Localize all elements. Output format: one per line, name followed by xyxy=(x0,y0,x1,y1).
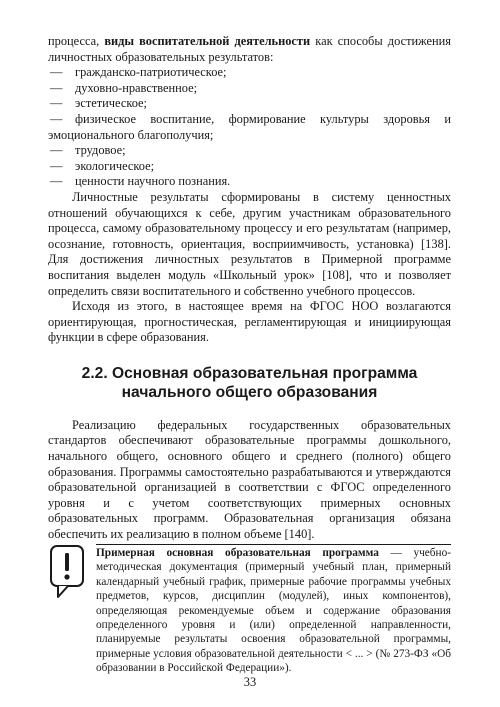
list-item: — ценности научного познания. xyxy=(50,174,231,189)
definition-text xyxy=(48,546,451,676)
intro-bold-term: виды воспитательной деятельности xyxy=(104,34,311,48)
definition-rule xyxy=(96,544,451,545)
dash-marker: — xyxy=(50,143,63,158)
dash-marker: — xyxy=(50,80,63,95)
paragraph-personal-results: Личностные результаты сформированы в систему ценностных отношений обучающихся к себе, другим участникам образовательного процесса, самому образовательному процессу и его результатам (например, осознание, готовность, ориентация, восприимчивость, установка) [138]. Для достижения личностных результатов в Примерной программе воспитания выделен модуль «Школьный урок» [108], что и позволяет определить связи воспитательного и собственно учебного процессов. xyxy=(48,189,451,298)
paragraph-fgos-functions: Исходя из этого, в настоящее время на ФГОС НОО возлагаются ориентирующая, прогностическая, регламентирующая и инициирующая функции в сфере образования. xyxy=(48,299,451,345)
dash-marker: — xyxy=(50,65,63,80)
paragraph-intro xyxy=(48,34,451,65)
list-item: — духовно-нравственное; xyxy=(50,80,198,95)
list-item: — физическое воспитание, формирование культуры здоровья и эмоционального благополучия; xyxy=(48,111,451,142)
paragraph-standards: Реализацию федеральных государственных образовательных стандартов обеспечивают образовательные программы дошкольного, начального общего, основного общего и среднего (полного) общего образования. Программы самостоятельно разрабатываются и утверждаются образовательной организацией в соответствии с ФГОС определенного уровня и с учетом соответствующих примерных основных образовательных программ. Образовательная организация обязана обеспечить их реализацию в полном объеме [140]. xyxy=(48,417,451,542)
section-heading-line-1: 2.2. Основная образовательная программа xyxy=(81,364,418,382)
list-item: — трудовое; xyxy=(50,143,126,158)
section-heading-line-2: начального общего образования xyxy=(121,383,378,401)
definition-term: Примерная основная образовательная программа xyxy=(96,547,379,559)
section-heading xyxy=(48,364,451,402)
definition-body: — учебно-методическая документация (примерный учебный план, примерный календарный учебный график, примерные рабочие программы учебных предметов, курсов, дисциплин (модулей), иных компонентов), определяющая рекомендуемые объем и содержание образования определенного уровня и (или) определенной направленности, планируемые результаты освоения образовательной программы, примерные условия образовательной деятельности < ... > (№ 273-ФЗ «Об образовании в Российской Федерации»). xyxy=(96,547,451,675)
dash-marker: — xyxy=(50,111,63,126)
list-item: — эстетическое; xyxy=(50,96,147,111)
dash-marker: — xyxy=(50,174,63,189)
intro-text: процесса, xyxy=(48,34,105,48)
list-item: — экологическое; xyxy=(50,158,155,173)
dash-marker: — xyxy=(50,158,63,173)
page-body xyxy=(48,34,451,543)
dash-marker: — xyxy=(50,96,63,111)
list-item: — гражданско-патриотическое; xyxy=(50,65,227,80)
page-number: 33 xyxy=(243,675,257,689)
education-directions-list xyxy=(48,65,451,190)
intro-text-end: как способы достижения личностных образовательных результатов: xyxy=(48,34,451,64)
